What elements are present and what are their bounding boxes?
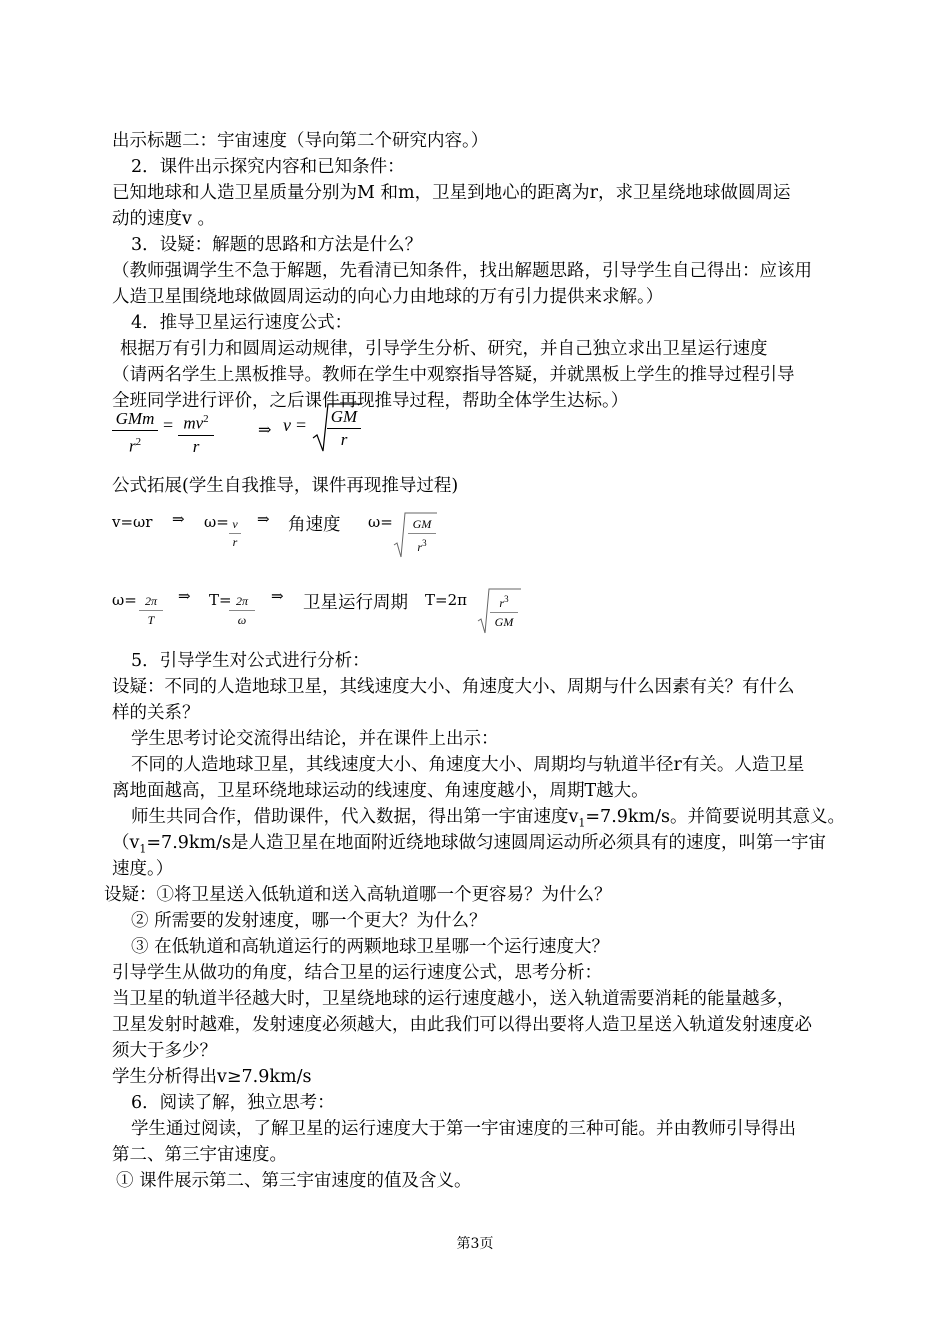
page-number: 第3页 (456, 1236, 494, 1252)
paragraph-line: 动的速度v 。 (112, 209, 215, 229)
formula-denominator: r (232, 535, 238, 549)
paragraph-line: 人造卫星围绕地球做圆周运动的向心力由地球的万有引力提供来求解。） (112, 287, 664, 307)
step-3-line: 3．设疑：解题的思路和方法是什么？ (131, 235, 423, 255)
formula-text: T=2π (425, 591, 467, 609)
formula-numerator: v (232, 517, 238, 531)
paragraph-line: 不同的人造地球卫星，其线速度大小、角速度大小、周期均与轨道半径r有关。人造卫星 (131, 755, 805, 775)
angular-velocity-label: 角速度 (288, 515, 341, 535)
formula-numerator: GMm (115, 409, 155, 428)
heading-line: 出示标题二：宇宙速度（导向第二个研究内容。） (112, 131, 489, 151)
question-line: ③ 在低轨道和高轨道运行的两颗地球卫星哪一个运行速度大？ (131, 937, 610, 957)
formula-denominator: GM (494, 615, 514, 629)
step-5-line: 5．引导学生对公式进行分析： (131, 651, 370, 671)
paragraph-line: 须大于多少？ (112, 1041, 217, 1061)
paragraph-line: 师生共同合作，借助课件，代入数据，得出第一宇宙速度$v_1=7.9km/s$。并简要说明其意义。 (131, 807, 845, 830)
paragraph-line: 第二、第三宇宙速度。 (112, 1145, 287, 1165)
implies-arrow: ⇒ (271, 587, 284, 605)
step-6-line: 6．阅读了解，独立思考： (131, 1093, 335, 1113)
extension-title: 公式拓展(学生自我推导，课件再现推导过程) (112, 476, 459, 496)
paragraph-line: 学生通过阅读，了解卫星的运行速度大于第一宇宙速度的三种可能。并由教师引导得出 (131, 1119, 796, 1139)
paragraph-line: 速度。） (112, 859, 174, 879)
period-label: 卫星运行周期 (303, 593, 408, 613)
formula-denominator: T (147, 613, 155, 627)
paragraph-line: ① 课件展示第二、第三宇宙速度的值及含义。 (116, 1171, 472, 1191)
formula-text: ω= (368, 513, 393, 531)
paragraph-line: （请两名学生上黑板推导。教师在学生中观察指导答疑，并就黑板上学生的推导过程引导 (112, 365, 795, 385)
paragraph-line: 卫星发射时越难，发射速度必须越大，由此我们可以得出要将人造卫星送入轨道发射速度必 (112, 1015, 812, 1035)
implies-arrow: ⇒ (257, 510, 270, 528)
paragraph-line: 引导学生从做功的角度，结合卫星的运行速度公式，思考分析： (112, 963, 602, 983)
question-line: 设疑：①将卫星送入低轨道和送入高轨道哪一个更容易？为什么？ (104, 885, 612, 905)
formula-text: ω= (112, 591, 137, 609)
formula-denominator: ω (237, 613, 247, 627)
implies-arrow: ⇒ (258, 422, 272, 439)
formula-denominator: $r^3$ (417, 538, 427, 554)
formula-denominator: $r^2$ (128, 436, 142, 456)
paragraph-line: 全班同学进行评价，之后课件再现推导过程，帮助全体学生达标。） (112, 391, 629, 411)
step-2-line: 2．课件出示探究内容和已知条件： (131, 157, 405, 177)
formula-denominator: r (340, 430, 348, 449)
formula-numerator: 2π (235, 594, 248, 608)
equals-sign: = (163, 415, 174, 435)
formula-numerator: GM (412, 517, 432, 531)
paragraph-line: 学生分析得出v≥7.9km/s (112, 1067, 312, 1087)
formula-text: ω= (204, 513, 229, 531)
formula-text: T= (209, 591, 232, 609)
formula-numerator: $mv^2$ (183, 413, 209, 433)
velocity-symbol: v (283, 415, 291, 435)
paragraph-line: 已知地球和人造卫星质量分别为M 和m，卫星到地心的距离为r，求卫星绕地球做圆周运 (112, 183, 791, 203)
question-line: ② 所需要的发射速度，哪一个更大？为什么？ (131, 911, 487, 931)
step-4-line: 4．推导卫星运行速度公式： (131, 313, 353, 333)
paragraph-line: （教师强调学生不急于解题，先看清已知条件，找出解题思路，引导学生自己得出：应该用 (112, 261, 812, 281)
implies-arrow: ⇒ (178, 587, 191, 605)
formula-numerator: GM (330, 407, 358, 426)
paragraph-line: （$v_1=7.9km/s$是人造卫星在地面附近绕地球做匀速圆周运动所必须具有的速度，叫第一宇宙 (112, 833, 826, 856)
paragraph-line: 样的关系？ (112, 703, 200, 723)
paragraph-line: 设疑：不同的人造地球卫星，其线速度大小、角速度大小、周期与什么因素有关？有什么 (112, 677, 795, 697)
formula-numerator: $r^3$ (499, 594, 509, 610)
equals-sign: = (296, 415, 307, 435)
formula-numerator: 2π (144, 594, 157, 608)
paragraph-line: 根据万有引力和圆周运动规律，引导学生分析、研究，并自己独立求出卫星运行速度 (120, 339, 768, 359)
paragraph-line: 离地面越高，卫星环绕地球运动的线速度、角速度越小，周期T越大。 (112, 781, 649, 801)
implies-arrow: ⇒ (172, 510, 185, 528)
paragraph-line: 当卫星的轨道半径越大时，卫星绕地球的运行速度越小，送入轨道需要消耗的能量越多， (112, 989, 795, 1009)
formula-denominator: r (192, 436, 200, 456)
formula-text: v=ωr (112, 513, 153, 531)
paragraph-line: 学生思考讨论交流得出结论，并在课件上出示： (131, 729, 499, 749)
